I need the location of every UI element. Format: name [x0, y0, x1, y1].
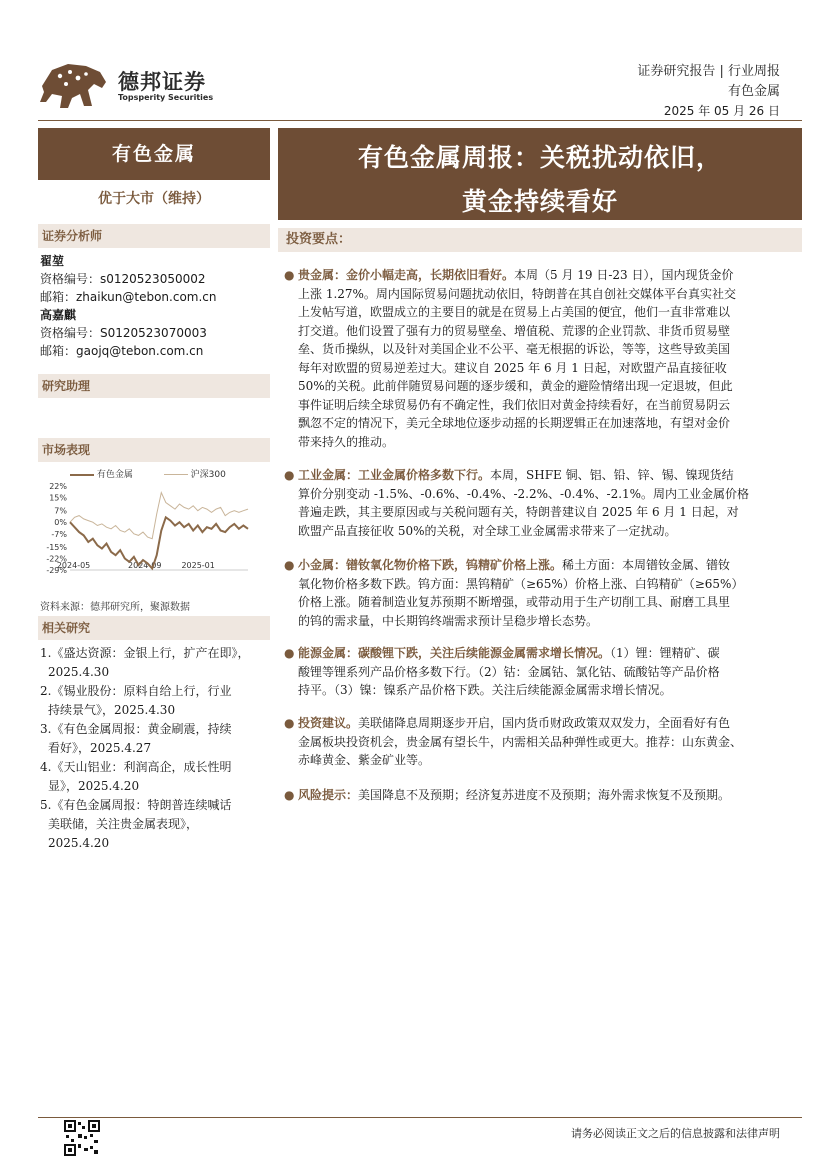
footer-disclaimer[interactable]: 请务必阅读正文之后的信息披露和法律声明 [571, 1127, 780, 1140]
bullet-icon: ● [284, 558, 295, 572]
assistant-header: 研究助理 [38, 374, 270, 398]
industry-label: 有色金属 [727, 84, 780, 99]
legend-label-sector: 有色金属 [96, 470, 133, 480]
rating: 优于大市（维持） [98, 191, 210, 207]
y-tick-label: -7% [51, 529, 67, 539]
y-tick-label: 22% [49, 482, 67, 491]
point-investment-advice: ● 投资建议。美联储降息周期逐步开启，国内货币财政政策双双发力，全面看好有色 金属板块投资机会，贵金属有望长牛，内需相关品种弹性或更大。推荐：山东黄金、 赤峰黄金、紫金矿业等。 [284, 716, 743, 767]
related-research-3[interactable]: 3.《有色金属周报：黄金刷震，持续 看好》，2025.4.27 [40, 722, 232, 755]
y-tick-label: 0% [54, 518, 67, 528]
point-precious-metals: ● 贵金属：金价小幅走高，长期依旧看好。本周（5 月 19 日-23 日），国内现货金价 上涨 1.27%。周内国际贸易问题扰动依旧，特朗普在其自创社交媒体平台真实社交 上发帖写道，欧盟成立的主要目的就是在贸易上占美国的便宜，他们一直非常难以 打交道。他们设置了强有力的贸易壁垒、增值税、荒谬的企业罚款、非货币贸易壁 垒、货币操纵，以及针对美国企业不公平、毫无根据的诉讼，等等，这些导致美国 每年对欧盟的贸易逆差过大。建议自 2025 年 6 月 1 日起，对欧盟产品直接征收 50%的关税。此前伴随贸易问题的逐步缓和，黄金的避险情绪出现一定退坡，但此 事件证明后续全球贸易仍有不确定性，我们依旧对黄金持续看好，在当前贸易阴云 飘忽不定的情况下，美元全球地位逐步动摇的长期逻辑正在加速落地，有望对金价 带来持久的推动。 [284, 268, 736, 449]
logo [38, 58, 228, 114]
related-research-5[interactable]: 5.《有色金属周报：特朗普连续喊话 美联储，关注贵金属表现》， 2025.4.20 [40, 798, 232, 850]
bullet-icon: ● [284, 646, 295, 660]
analyst-2-name: 高嘉麒 [40, 308, 77, 322]
related-research-1[interactable]: 1.《盛达资源：金银上行，扩产在即》， 2025.4.30 [40, 646, 250, 679]
title-line-1: 有色金属周报：关税扰动依旧， [357, 143, 722, 172]
bullet-icon: ● [284, 268, 295, 282]
qr-code-icon[interactable] [64, 1120, 100, 1156]
point-industrial-metals: ● 工业金属：工业金属价格多数下行。本周，SHFE 铜、铝、铅、锌、锡、镍现货结 算价分别变动 -1.5%、-0.6%、-0.4%、-2.2%、-0.4%、-2.1%。周内工业金属价格 普遍走跌，其主要原因或与关税问题有关，特朗普建议自 2025 年 6 月 1 日起，对 欧盟产品直接征收 50%的关税，对全球工业金属需求带来了一定扰动。 [284, 468, 750, 538]
market-header: 市场表现 [38, 438, 270, 462]
sector-box: 有色金属 [38, 128, 270, 180]
chart-source: 资料来源：德邦研究所，聚源数据 [40, 602, 190, 613]
y-tick-label: -29% [46, 566, 67, 575]
research-header: 相关研究 [38, 616, 270, 640]
point-energy-metals: ● 能源金属：碳酸锂下跌，关注后续能源金属需求增长情况。（1）锂：锂精矿、碳 酸锂等锂系列产品价格多数下行。（2）钴：金属钴、氯化钴、硫酸钴等产品价格 持平。（3）镍：镍系产品价格下跌。关注后续能源金属需求增长情况。 [284, 646, 720, 697]
y-tick-label: -22% [46, 554, 67, 564]
title-line-2: 黄金持续看好 [461, 187, 618, 216]
logo-leopard-icon [38, 58, 110, 114]
legend-label-index: 沪深300 [190, 470, 226, 480]
bullet-icon: ● [284, 468, 295, 482]
y-tick-label: -15% [46, 542, 67, 552]
analyst-2-email[interactable]: 邮箱：gaojq@tebon.com.cn [40, 344, 204, 358]
header-divider [38, 120, 802, 121]
logo-english-text: Topsperity Securities [118, 93, 214, 102]
analyst-1-name: 翟堃 [40, 254, 65, 268]
point-minor-metals: ● 小金属：镨钕氧化物价格下跌，钨精矿价格上涨。稀土方面：本周镨钕金属、镨钕 氧化物价格多数下跌。钨方面：黑钨精矿（≥65%）价格上涨、白钨精矿（≥65%） 价格上涨。随着制造业复苏预期不断增强，或带动用于生产切削工具、耐磨工具里 的钨的需求量，中长期钨终端需求预计呈稳步增长态势。 [284, 558, 744, 628]
report-date: 2025 年 05 月 26 日 [663, 104, 780, 118]
x-tick-label: 2024-05 [56, 561, 91, 570]
analyst-2-cert: 资格编号：S0120523070003 [40, 326, 207, 340]
analyst-1-email[interactable]: 邮箱：zhaikun@tebon.com.cn [40, 290, 217, 304]
analyst-header: 证券分析师 [38, 224, 270, 248]
point-risk-warning: ● 风险提示：美国降息不及预期；经济复苏进度不及预期；海外需求恢复不及预期。 [284, 786, 798, 805]
related-research-2[interactable]: 2.《锡业股份：原料自给上行，行业 持续景气》，2025.4.30 [40, 684, 232, 717]
legend-swatch-index [164, 474, 188, 475]
x-tick-label: 2025-01 [181, 561, 215, 570]
bullet-icon: ● [284, 788, 295, 802]
x-tick-label: 2024-09 [128, 561, 162, 570]
footer-divider [38, 1117, 802, 1118]
analyst-1-cert: 资格编号：s0120523050002 [40, 272, 206, 286]
report-title [278, 128, 802, 220]
market-chart [36, 480, 256, 580]
keypoints-header: 投资要点： [278, 228, 802, 252]
bullet-icon: ● [284, 716, 295, 730]
y-tick-label: 7% [54, 506, 67, 516]
report-type: 证券研究报告 | 行业周报 [637, 64, 780, 79]
chart-legend [70, 467, 226, 480]
logo-chinese-text: 德邦证券 [118, 70, 206, 94]
y-tick-label: 15% [49, 493, 67, 503]
legend-swatch-sector [70, 474, 94, 476]
related-research-4[interactable]: 4.《天山铝业：利润高企，成长性明 显》，2025.4.20 [40, 760, 232, 793]
